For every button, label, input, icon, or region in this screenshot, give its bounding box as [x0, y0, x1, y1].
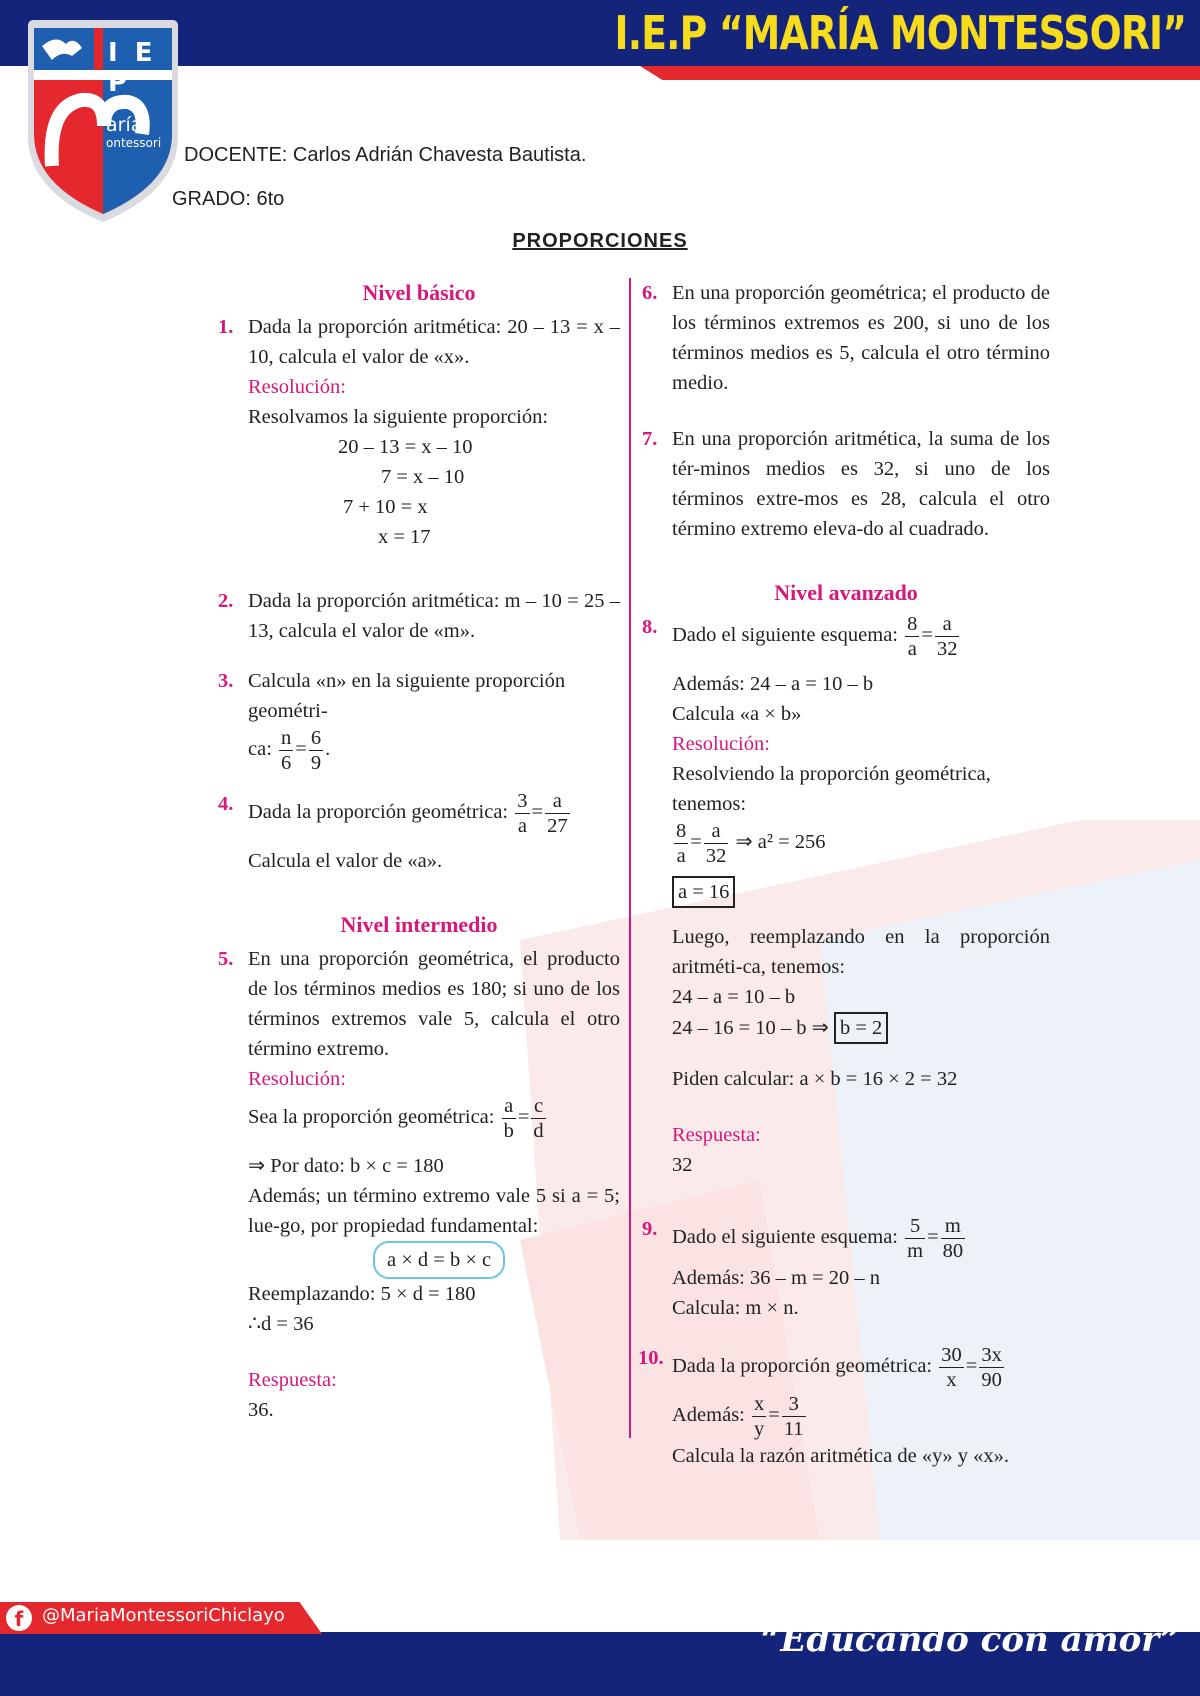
problem-text: Dada la proporción geométrica:	[672, 1355, 933, 1378]
problem-question: Calcula «a × b»	[672, 703, 802, 725]
denominator: d	[533, 1120, 544, 1142]
header-red-stripe	[640, 66, 1200, 80]
fraction	[545, 789, 570, 838]
equation-step: 20 – 13 = x – 10	[338, 436, 473, 458]
answer-value: 32	[672, 1154, 693, 1176]
school-logo	[22, 16, 184, 226]
problem-text: Calcula «n» en la siguiente proporción geométri-	[248, 670, 566, 722]
fraction	[782, 1392, 806, 1441]
problem-text: Dado el siguiente esquema:	[672, 1226, 899, 1249]
denominator: x	[946, 1369, 957, 1391]
equation-step: 7 = x – 10	[381, 466, 465, 488]
problem-number: 5.	[218, 948, 234, 970]
substitution-line: Reemplazando: 5 × d = 180	[248, 1283, 476, 1305]
problem-number: 6.	[642, 282, 658, 304]
numerator: 3x	[981, 1344, 1002, 1366]
numerator: 8	[676, 820, 687, 842]
denominator: 27	[547, 815, 568, 837]
logo-ontessori-text: ontessori	[106, 136, 162, 150]
answer-label: Respuesta:	[672, 1124, 761, 1146]
fraction	[279, 726, 293, 775]
logo-iep-text: I E P	[108, 38, 157, 98]
logo-aria-text: aría	[106, 114, 143, 136]
problem-9	[642, 1214, 1050, 1323]
denominator: b	[503, 1120, 514, 1142]
level-basic-heading: Nivel básico	[362, 280, 476, 305]
resolution-label: Resolución:	[248, 376, 346, 398]
problem-number: 2.	[218, 590, 234, 612]
facebook-handle[interactable]: @MariaMontessoriChiclayo	[42, 1605, 285, 1626]
document-title: PROPORCIONES	[512, 230, 688, 252]
problem-number: 9.	[642, 1218, 658, 1240]
problem-5	[218, 944, 620, 1425]
level-intermediate-heading: Nivel intermedio	[340, 912, 498, 937]
numerator: a	[935, 612, 960, 637]
fraction	[502, 1094, 516, 1143]
problem-text: En una proporción geométrica, el producto de los términos medios es 180; si uno de los términos extremos vale 5, calcula el otro término extremo.	[248, 948, 620, 1060]
problem-text: Dada la proporción aritmética: m – 10 = 25 – 13, calcula el valor de «m».	[248, 590, 620, 642]
fraction	[905, 612, 919, 661]
problem-number: 3.	[218, 670, 234, 692]
resolution-label: Resolución:	[248, 1068, 346, 1090]
problem-text-cont: ca:	[248, 738, 272, 761]
problem-1	[218, 312, 620, 552]
resolution-intro: Sea la proporción geométrica:	[248, 1106, 495, 1129]
final-calculation: Piden calcular: a × b = 16 × 2 = 32	[672, 1068, 958, 1090]
denominator: 32	[936, 638, 958, 660]
numerator: 3	[782, 1392, 806, 1417]
numerator: 3	[517, 790, 528, 812]
numerator: a	[704, 819, 729, 844]
numerator: c	[531, 1094, 545, 1119]
problem-text: En una proporción geométrica; el producto de los términos extremos es 200, si uno de los términos medios es 5, calcula el otro término medio.	[672, 282, 1050, 394]
problem-7	[642, 424, 1050, 544]
column-divider	[629, 278, 631, 1438]
problem-question: Calcula: m × n.	[672, 1297, 799, 1319]
problem-number: 10.	[638, 1347, 664, 1369]
denominator: 90	[981, 1369, 1002, 1391]
school-title: I.E.P “MARÍA MONTESSORI”	[614, 6, 1186, 60]
proportion-expression: $\frac{8}{a}$ = $\frac{a}{32}$ ⇒ a² = 256	[676, 820, 826, 867]
numerator: x	[754, 1393, 765, 1415]
problem-text: En una proporción aritmética, la suma de los tér-minos medios es 32, si uno de los términos extre-mos es 28, calcula el otro término extremo eleva-do al cuadrado.	[672, 428, 1050, 540]
explanation-text: Además; un término extremo vale 5 si a = 5; lue-go, por propiedad fundamental:	[248, 1185, 620, 1237]
problem-number: 7.	[642, 428, 658, 450]
implication: ⇒ a² = 256	[735, 831, 826, 854]
numerator: 5	[905, 1214, 925, 1239]
boxed-result-b: b = 2	[834, 1012, 888, 1044]
denominator: y	[754, 1418, 765, 1440]
problem-10	[638, 1343, 1050, 1471]
left-column	[218, 278, 620, 1425]
fraction	[935, 612, 960, 661]
fraction	[979, 1343, 1004, 1392]
problem-text: Dada la proporción aritmética: 20 – 13 = x – 10, calcula el valor de «x».	[248, 316, 620, 368]
property-line	[248, 1241, 620, 1279]
problem-6	[642, 278, 1050, 398]
denominator: m	[907, 1240, 924, 1262]
right-column	[638, 278, 1050, 1471]
boxed-result-a: a = 16	[672, 876, 735, 908]
equation-step-line	[672, 1012, 1050, 1044]
given-data: Además:	[672, 1404, 745, 1427]
proportion-expression: Dado el siguiente esquema: $\frac{5}{m}$ = $\frac{m}{80}$	[672, 1215, 964, 1262]
problem-question: Calcula el valor de «a».	[248, 850, 443, 872]
equation-step: 24 – 16 = 10 – b ⇒	[672, 1017, 829, 1039]
answer-label: Respuesta:	[248, 1369, 337, 1391]
grade-label: GRADO: 6to	[172, 188, 285, 210]
proportion-expression: Además: $\frac{x}{y}$ = $\frac{3}{11}$	[672, 1393, 804, 1440]
fraction	[515, 789, 529, 838]
denominator: 32	[705, 845, 727, 867]
equation-steps	[248, 432, 620, 552]
equation-step: 7 + 10 = x	[343, 496, 428, 518]
facebook-icon[interactable]: f	[6, 1605, 32, 1631]
proportion-expression: ca: $\frac{n}{6}$ = $\frac{6}{9}$ .	[248, 727, 331, 774]
level-advanced-heading: Nivel avanzado	[774, 580, 918, 605]
resolution-intro: Resolvamos la siguiente proporción:	[248, 406, 549, 428]
denominator: a	[907, 638, 917, 660]
proportion-expression: Dado el siguiente esquema: $\frac{8}{a}$ = $\frac{a}{32}$	[672, 613, 958, 660]
problem-number: 1.	[218, 316, 234, 338]
given-data: Además: 36 – m = 20 – n	[672, 1267, 881, 1289]
fraction	[939, 1343, 964, 1392]
answer-value: 36.	[248, 1399, 274, 1421]
denominator: 11	[783, 1418, 804, 1440]
problem-number: 8.	[642, 616, 658, 638]
proportion-expression: Sea la proporción geométrica: $\frac{a}{b}$ = $\frac{c}{d}$	[248, 1095, 544, 1142]
problem-text: Dada la proporción geométrica:	[248, 801, 509, 824]
problem-8	[642, 612, 1050, 1180]
fraction	[752, 1392, 766, 1441]
fraction	[309, 726, 323, 775]
numerator: 30	[941, 1344, 962, 1366]
result-line: ∴d = 36	[248, 1313, 314, 1335]
given-data: Además: 24 – a = 10 – b	[672, 673, 874, 695]
denominator: a	[517, 815, 527, 837]
proportion-expression: Dada la proporción geométrica: $\frac{30}{x}$ = $\frac{3x}{90}$	[672, 1344, 1002, 1391]
given-data: ⇒ Por dato: b × c = 180	[248, 1155, 444, 1177]
fraction	[704, 819, 729, 868]
equation-step: x = 17	[378, 526, 431, 548]
fraction	[941, 1214, 966, 1263]
resolution-intro: Resolviendo la proporción geométrica, tenemos:	[672, 763, 991, 815]
fraction	[905, 1214, 925, 1263]
fraction	[674, 819, 688, 868]
teacher-name: DOCENTE: Carlos Adrián Chavesta Bautista.	[184, 144, 587, 166]
fraction	[531, 1094, 545, 1143]
denominator: 80	[942, 1240, 964, 1262]
explanation-text: Luego, reemplazando en la proporción aritméti-ca, tenemos:	[672, 926, 1050, 978]
numerator: a	[545, 789, 570, 814]
problem-text: Dado el siguiente esquema:	[672, 624, 899, 647]
school-slogan: “Educando con amor”	[760, 1620, 1180, 1660]
equation-step: 24 – a = 10 – b	[672, 986, 796, 1008]
numerator: 8	[907, 613, 918, 635]
numerator: a	[502, 1094, 516, 1119]
numerator: n	[281, 727, 292, 749]
problem-2	[218, 586, 620, 646]
denominator: a	[676, 845, 686, 867]
resolution-label: Resolución:	[672, 733, 770, 755]
problem-question: Calcula la razón aritmética de «y» y «x».	[672, 1445, 1009, 1467]
fundamental-property: a × d = b × c	[373, 1241, 505, 1279]
problem-4	[218, 789, 620, 876]
denominator: 9	[310, 752, 322, 774]
proportion-expression: Dada la proporción geométrica: $\frac{3}{a}$ = $\frac{a}{27}$	[248, 790, 568, 837]
denominator: 6	[281, 752, 292, 774]
numerator: 6	[310, 727, 322, 749]
problem-number: 4.	[218, 793, 234, 815]
problem-3	[218, 666, 620, 775]
numerator: m	[941, 1214, 966, 1239]
